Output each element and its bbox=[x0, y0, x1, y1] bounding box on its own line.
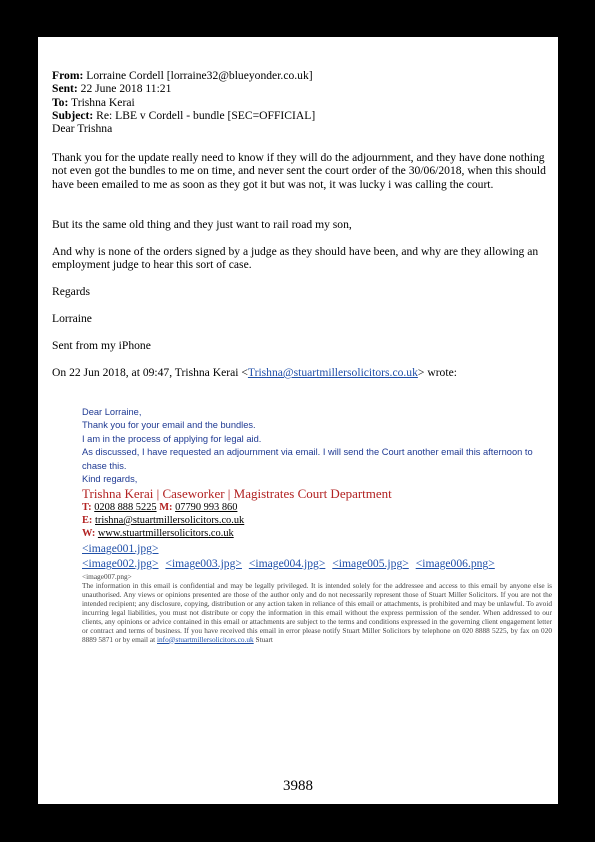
attachment-link[interactable]: <image004.jpg> bbox=[248, 557, 326, 571]
sent-line: Sent: 22 June 2018 11:21 bbox=[52, 82, 172, 96]
signature-email-link[interactable]: trishna@stuartmillersolicitors.co.uk bbox=[95, 515, 245, 527]
attachments-row-2 bbox=[82, 556, 552, 571]
regards: Regards bbox=[52, 285, 90, 298]
attachment-link[interactable]: <image003.jpg> bbox=[165, 557, 242, 571]
email-header bbox=[52, 69, 548, 135]
quoted-line-2: Thank you for your email and the bundles. bbox=[82, 420, 256, 431]
image7-placeholder: <image007.png> bbox=[82, 572, 132, 582]
to-line: To: Trishna Kerai bbox=[52, 95, 135, 109]
body-paragraph-3: And why is none of the orders signed by a judge as they should have been, and why are they allowing an employment judge to hear this sort of case. bbox=[52, 245, 539, 272]
website-link[interactable]: www.stuartmillersolicitors.co.uk bbox=[97, 527, 234, 539]
contact-phone-line: T: 0208 888 5225 M: 07790 993 860 bbox=[82, 502, 238, 514]
quoted-email bbox=[82, 406, 552, 644]
attachments-row-1 bbox=[82, 541, 552, 556]
page-number: 3988 bbox=[283, 778, 313, 794]
from-line: From: Lorraine Cordell [lorraine32@blueyonder.co.uk] bbox=[52, 69, 313, 82]
quoted-line-5: Kind regards, bbox=[82, 474, 138, 485]
contact-web-line: W: www.stuartmillersolicitors.co.uk bbox=[82, 527, 234, 539]
wrote-line: On 22 Jun 2018, at 09:47, Trishna Kerai <Trishna@stuartmillersolicitors.co.uk> wrote: bbox=[52, 366, 457, 379]
attachment-link[interactable]: <image005.jpg> bbox=[332, 557, 409, 571]
signature-name: Trishna Kerai | Caseworker | Magistrates Court Department bbox=[82, 486, 392, 502]
subject-line: Subject: Re: LBE v Cordell - bundle [SEC=OFFICIAL] bbox=[52, 108, 316, 122]
attachment-link[interactable]: <image002.jpg> bbox=[82, 557, 159, 571]
phone-link[interactable]: 0208 888 5225 bbox=[94, 502, 157, 514]
contact-email-line: E: trishna@stuartmillersolicitors.co.uk bbox=[82, 515, 245, 527]
quoted-line-3: I am in the process of applying for legal aid. bbox=[82, 433, 262, 444]
quoted-line-4: As discussed, I have requested an adjournment via email. I will send the Court another email this afternoon to chase this. bbox=[82, 447, 533, 471]
body-paragraph-2: But its the same old thing and they just want to rail road my son, bbox=[52, 218, 352, 231]
disclaimer: The information in this email is confidential and may be legally privileged. It is intended solely for the addressee and access to this email by anyone else is unauthorised. Any views or opinions presented are those of the author only and do not necessarily represent those of Stuart Miller Solicitors. If you are not the intended recipient; any disclosure, copying, distribution or any action taken in reliance of this email or attachments, is prohibited and may be unlawful. To avoid incurring legal liabilities, you must not distribute or copy the information in this email without the express permission of the sender. When addressed to our clients, any opinions or advice contained in this email or attachments are subject to the terms and conditions expressed in the governing client engagement letter or contract and terms of business. If you have received this email in error please notify Stuart Miller Solicitors by telephone on 020 8888 5225, by fax on 020 8889 5871 or by email at info@stuartmillersolicitors.co.uk Stuart bbox=[82, 581, 552, 644]
greeting: Dear Trishna bbox=[52, 122, 113, 136]
document-page bbox=[38, 37, 558, 804]
wrote-email-link[interactable]: Trishna@stuartmillersolicitors.co.uk bbox=[247, 366, 418, 379]
sent-from-iphone: Sent from my iPhone bbox=[52, 339, 151, 352]
disclaimer-email-link[interactable]: info@stuartmillersolicitors.co.uk bbox=[157, 634, 254, 644]
mobile-link[interactable]: 07790 993 860 bbox=[175, 502, 238, 514]
attachment-link[interactable]: <image001.jpg> bbox=[82, 542, 159, 556]
body-paragraph-1: Thank you for the update really need to know if they will do the adjournment, and they have done nothing not even got the bundles to me on time, and never sent the court order of the 30/06/2018, when this should have been emailed to me as soon as they got it but was not, it was lucky i was calling the court. bbox=[52, 151, 546, 191]
quoted-line-1: Dear Lorraine, bbox=[82, 407, 142, 417]
sender-name: Lorraine bbox=[52, 312, 92, 325]
attachment-link[interactable]: <image006.png> bbox=[415, 557, 495, 571]
